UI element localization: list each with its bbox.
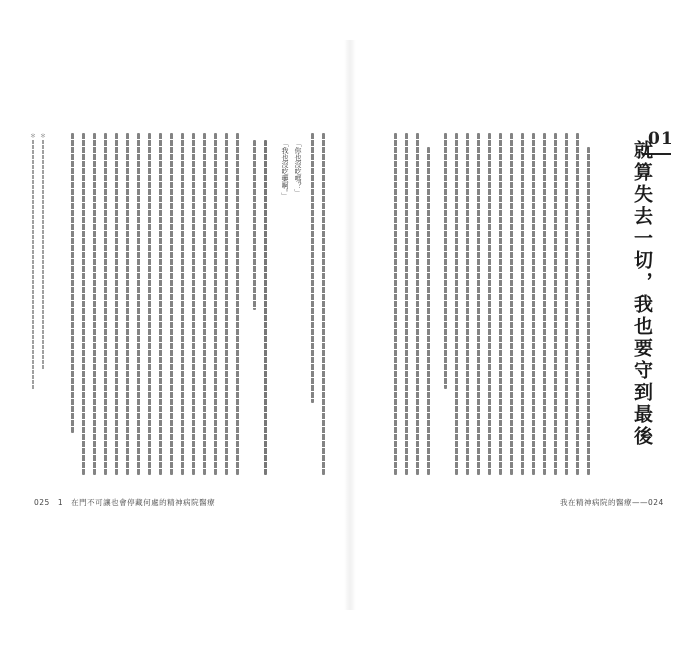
text-line xyxy=(394,133,397,475)
text-line xyxy=(322,133,325,475)
chapter-title: 就算失去一切，我也要守到最後 xyxy=(631,140,653,448)
text-line xyxy=(587,147,590,475)
text-line xyxy=(214,133,217,475)
text-line xyxy=(499,133,502,475)
text-line xyxy=(455,133,458,475)
text-line xyxy=(253,140,256,310)
text-line xyxy=(159,133,162,475)
text-line xyxy=(148,133,151,475)
text-line xyxy=(115,133,118,475)
dialogue-line-2: 「我也沒吃藥啊。」 xyxy=(281,140,289,200)
right-folio: 我在精神病院的醫療——024 xyxy=(560,498,664,507)
text-line xyxy=(203,133,206,475)
text-line xyxy=(93,133,96,475)
text-line xyxy=(405,133,408,475)
text-line xyxy=(236,133,239,475)
text-line xyxy=(311,133,314,403)
text-line xyxy=(264,140,267,475)
footnote-mark: ＊ xyxy=(40,133,47,140)
dialogue-line-1: 「你也沒吃嗎？」 xyxy=(294,140,302,196)
chapter-number: 01 xyxy=(648,129,674,149)
text-line xyxy=(126,133,129,475)
text-line xyxy=(192,133,195,475)
text-line xyxy=(565,133,568,475)
text-line xyxy=(576,133,579,475)
text-line xyxy=(416,133,419,475)
text-line xyxy=(137,133,140,475)
text-line xyxy=(543,133,546,475)
text-line xyxy=(104,133,107,475)
text-line xyxy=(521,133,524,475)
text-line xyxy=(427,147,430,475)
text-line xyxy=(82,133,85,475)
text-line xyxy=(510,133,513,475)
footnote-line xyxy=(42,140,44,370)
text-line xyxy=(477,133,480,475)
text-line xyxy=(488,133,491,475)
footnote-line xyxy=(32,140,34,390)
text-line xyxy=(170,133,173,475)
text-line xyxy=(71,133,74,433)
footnote-mark: ＊ xyxy=(30,133,37,140)
text-line xyxy=(444,133,447,389)
text-line xyxy=(554,133,557,475)
text-line xyxy=(532,133,535,475)
text-line xyxy=(181,133,184,475)
book-gutter xyxy=(344,40,356,610)
text-line xyxy=(466,133,469,475)
text-line xyxy=(225,133,228,475)
left-folio: 025 1 在門不可讓也會停藏何處的精神病院醫療 xyxy=(34,498,216,507)
